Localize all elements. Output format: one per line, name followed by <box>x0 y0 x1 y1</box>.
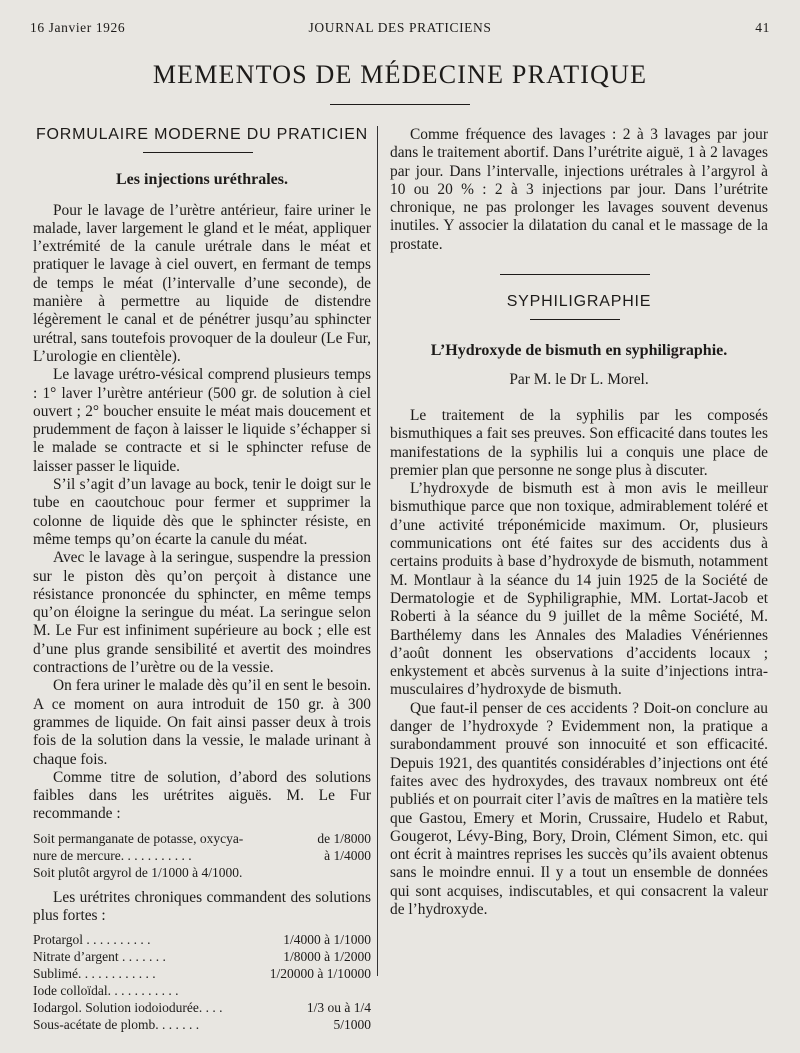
recipe-value: 1/20000 à 1/10000 <box>269 966 371 982</box>
solution-row <box>33 847 371 864</box>
recipe-value: 1/8000 à 1/2000 <box>283 949 371 965</box>
section-rule <box>500 274 650 275</box>
article-subtitle: Les injections uréthrales. <box>116 171 288 189</box>
recipe-name: Iodargol. Solution iodoiodurée. . . . <box>33 1000 223 1016</box>
paragraph: Le traitement de la syphilis par les composés bismuthiques a fait ses preuves. Son efficacité dans toutes les manifestations de la syphilis lui a conquis une place de premier plan que personne ne songe plus à discuter. <box>390 406 768 479</box>
column-separator <box>377 126 378 976</box>
solution-name: Soit permanganate de potasse, oxycya- <box>33 830 244 846</box>
header-journal: JOURNAL DES PRATICIENS <box>308 20 492 35</box>
paragraph: Que faut-il penser de ces accidents ? Doit-on conclure au danger de l’hydroxyde ? Evidemment non, la pratique a surabondamment prouvé son innocuité et son efficacité. Depuis 1921, des quantités considérables d’injections ont été faites avec des hydroxydes, des travaux nombreux ont été publiés et on pourrait citer l’avis de maîtres en la matière tels que Gastou, Emery et Morin, Crussaire, Hudelo et Rabut, Gougerot, Lévy-Bing, Bory, Droin, Clément Simon, etc. qui ont écrit à maintres reprises les succès qu’ils avaient obtenus sans le moindre ennui. Il y a tout un ensemble de données qui sont acquises, indiscutables, et qui consacrent la valeur de l’hydroxyde. <box>390 699 768 918</box>
section-heading: SYPHILIGRAPHIE <box>506 293 652 311</box>
section-heading: FORMULAIRE MODERNE DU PRATICIEN <box>35 126 369 143</box>
article-title: L’Hydroxyde de bismuth en syphiligraphie. <box>430 342 728 360</box>
paragraph: Pour le lavage de l’urètre antérieur, faire uriner le malade, laver largement le gland et le méat, appliquer l’extrémité de la canule urétrale dans le méat et pratiquer le lavage à ciel ouvert, en fermant de temps de temps le méat (l’intervalle d’une seconde), de manière à permettre au liquide de distendre légèrement le canal et de pénétrer jusqu’au sphincter urétral, sans toutefois provoquer de la douleur (Le Fur, L’urologie en clientèle). <box>33 201 371 365</box>
recipe-row <box>33 965 371 982</box>
section-rule <box>530 319 620 320</box>
section-rule <box>143 152 253 153</box>
recipe-row <box>33 982 371 999</box>
recipe-row <box>33 931 371 948</box>
recipe-value: 1/4000 à 1/1000 <box>283 932 371 948</box>
solution-list <box>33 830 371 881</box>
right-column <box>390 126 768 919</box>
recipe-row <box>33 948 371 965</box>
running-header <box>30 20 770 40</box>
recipe-name: Nitrate d’argent . . . . . . . <box>33 949 166 965</box>
recipe-value: 5/1000 <box>333 1017 371 1033</box>
paragraph: Comme titre de solution, d’abord des solutions faibles dans les urétrites aiguës. M. Le Fur recommande : <box>33 768 371 823</box>
recipe-row <box>33 999 371 1016</box>
paragraph: L’hydroxyde de bismuth est à mon avis le meilleur bismuthique parce que non toxique, admirablement toléré et d’une activité tréponémicide maximum. Or, plusieurs communications ont été faites sur des accidents dus à certains produits à base d’hydroxyde de bismuth, notamment M. Montlaur à la séance du 14 juin 1925 de la Société de Dermatologie et de Syphiligraphie, MM. Lortat-Jacob et Roberti à la séance du 9 juillet de la même Société, M. Barthélemy dans les Annales des Maladies Vénériennes d’août donnent les observations d’accidents locaux ; enkystement et abcès survenus à la suite d’injections intra-musculaires d’hydroxyde de bismuth. <box>390 480 768 699</box>
solution-value: de 1/8000 <box>317 830 371 846</box>
recipe-row <box>33 1016 371 1033</box>
paragraph: On fera uriner le malade dès qu’il en sent le besoin. A ce moment on aura introduit de 150 gr. à 300 grammes de liquide. On fait ainsi passer deux à trois fois de la solution dans la vessie, le malade urinant à chaque fois. <box>33 677 371 768</box>
paragraph: Les urétrites chroniques commandent des solutions plus fortes : <box>33 888 371 924</box>
paragraph: Comme fréquence des lavages : 2 à 3 lavages par jour dans le traitement abortif. Dans l’urétrite aiguë, 1 à 2 lavages par jour. Dans l’intervalle, injections urétrales à l’argyrol à 10 ou 20 % : 2 à 3 injections par jour. Dans l’urétrite chronique, ne pas prolonger les lavages souvent devenus inutiles. Y associer la dilatation du canal et le massage de la prostate. <box>390 126 768 253</box>
header-date: 16 Janvier 1926 <box>30 20 126 35</box>
solution-value: à 1/4000 <box>324 847 371 863</box>
recipe-name: Sous-acétate de plomb. . . . . . . <box>33 1017 200 1033</box>
byline: Par M. le Dr L. Morel. <box>509 370 649 388</box>
paragraph: Avec le lavage à la seringue, suspendre la pression sur le piston dès qu’on perçoit à distance une résistance prononcée du sphincter, en même temps qu’on éloigne la seringue du méat. La seringue selon M. Le Fur est infiniment supérieure au bock ; elle est d’une plus grande sensibilité et avertit des moindres contractions de l’urètre ou de la vessie. <box>33 549 371 677</box>
page-number: 41 <box>755 20 770 35</box>
paragraph: S’il s’agit d’un lavage au bock, tenir le doigt sur le tube en caoutchouc pour fermer et supprimer la colonne de liquide dès que le sphincter résiste, en même temps qu’on écarte la canule du méat. <box>33 476 371 548</box>
paragraph: Le lavage urétro-vésical comprend plusieurs temps : 1° laver l’urètre antérieur (500 gr. de solution à ciel ouvert ; 2° boucher ensuite le méat mais doucement et prudemment de façon à laisser le liquide s’échapper si le malade se contracte et si le sphincter refuse de laisser passer le liquide. <box>33 366 371 475</box>
solution-row <box>33 830 371 847</box>
recipe-name: Sublimé. . . . . . . . . . . . <box>33 966 156 982</box>
page-title: MEMENTOS DE MÉDECINE PRATIQUE <box>152 60 648 89</box>
recipe-value: 1/3 ou à 1/4 <box>306 1000 371 1016</box>
left-column <box>33 126 371 1033</box>
recipe-name: Protargol . . . . . . . . . . <box>33 932 151 948</box>
solution-row: Soit plutôt argyrol de 1/1000 à 4/1000. <box>33 864 243 880</box>
title-rule <box>330 104 470 105</box>
recipe-name: Iode colloïdal. . . . . . . . . . . <box>33 983 179 999</box>
solution-name: nure de mercure. . . . . . . . . . . <box>33 847 192 863</box>
recipe-list <box>33 931 371 1033</box>
